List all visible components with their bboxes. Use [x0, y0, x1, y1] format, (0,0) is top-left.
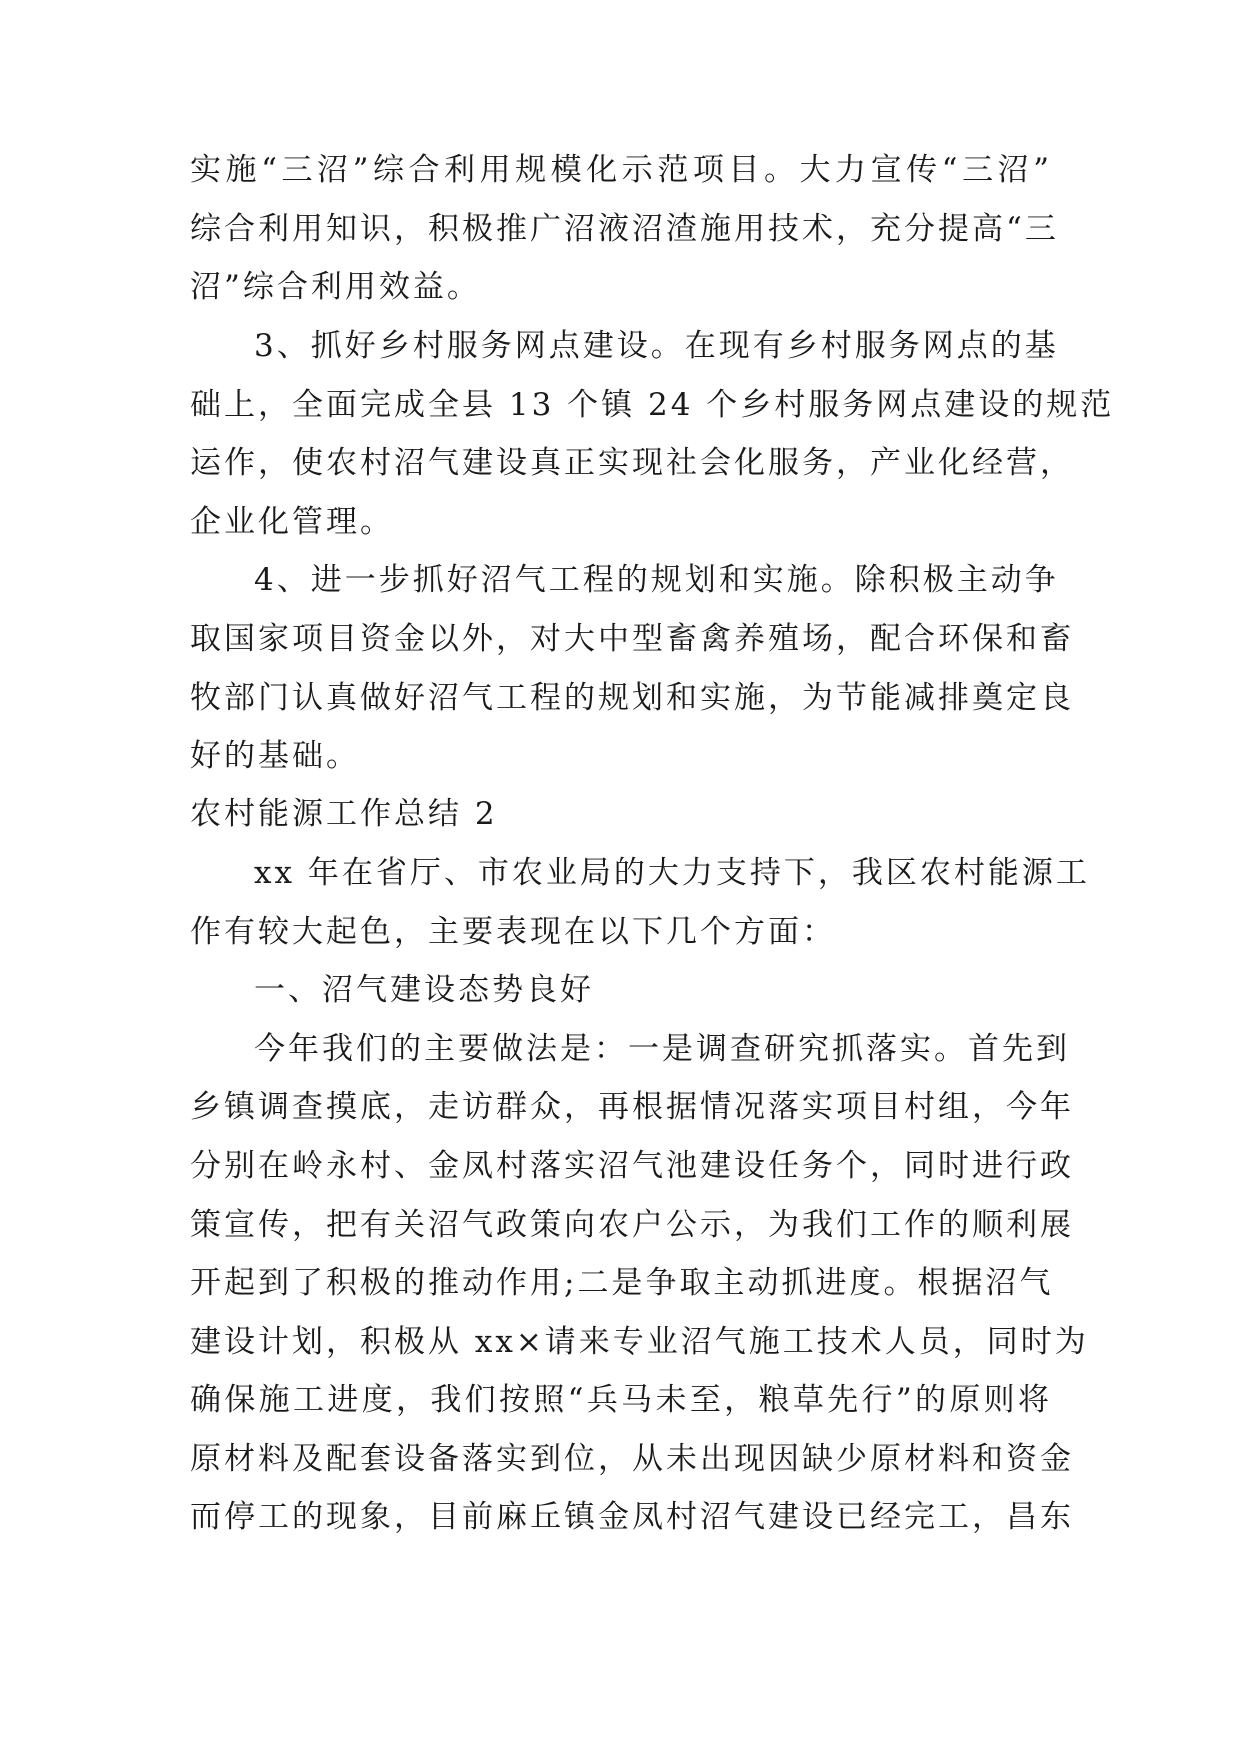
- body-text-line: 综合利用知识，积极推广沼液沼渣施用技术，充分提高“三: [190, 211, 1059, 247]
- body-text-line: 确保施工进度，我们按照“兵马未至，粮草先行”的原则将: [190, 1382, 1052, 1418]
- body-text-line: 企业化管理。: [190, 504, 394, 540]
- body-text-line: 今年我们的主要做法是：一是调查研究抓落实。首先到: [254, 1031, 1070, 1067]
- body-text-line: 牧部门认真做好沼气工程的规划和实施，为节能减排奠定良: [190, 680, 1074, 716]
- body-text-line: 开起到了积极的推动作用;二是争取主动抓进度。根据沼气: [190, 1265, 1054, 1301]
- body-text-line: 好的基础。: [190, 738, 360, 774]
- body-text-line: 沼”综合利用效益。: [190, 269, 481, 305]
- body-text-line: 运作，使农村沼气建设真正实现社会化服务，产业化经营，: [190, 445, 1074, 481]
- section-heading: 一、沼气建设态势良好: [254, 972, 594, 1008]
- body-text-line: xx 年在省厅、市农业局的大力支持下，我区农村能源工: [254, 855, 1090, 891]
- body-text-line: 乡镇调查摸底，走访群众，再根据情况落实项目村组，今年: [190, 1089, 1074, 1125]
- body-text-line: 实施“三沼”综合利用规模化示范项目。大力宣传“三沼”: [190, 152, 1052, 188]
- body-text-line: 分别在岭永村、金凤村落实沼气池建设任务个，同时进行政: [190, 1148, 1074, 1184]
- body-text-line: 作有较大起色，主要表现在以下几个方面：: [190, 914, 836, 950]
- body-text-line: 础上，全面完成全县 13 个镇 24 个乡村服务网点建设的规范: [190, 387, 1115, 423]
- body-text-line: 4、进一步抓好沼气工程的规划和实施。除积极主动争: [254, 562, 1059, 598]
- body-text-line: 3、抓好乡村服务网点建设。在现有乡村服务网点的基: [254, 328, 1059, 364]
- body-text-line: 建设计划，积极从 xx×请来专业沼气施工技术人员，同时为: [190, 1324, 1089, 1360]
- body-text-line: 原材料及配套设备落实到位，从未出现因缺少原材料和资金: [190, 1441, 1074, 1477]
- body-text-line: 策宣传，把有关沼气政策向农户公示，为我们工作的顺利展: [190, 1207, 1074, 1243]
- section-title: 农村能源工作总结 2: [190, 796, 498, 832]
- body-text-line: 而停工的现象，目前麻丘镇金凤村沼气建设已经完工，昌东: [190, 1499, 1074, 1535]
- body-text-line: 取国家项目资金以外，对大中型畜禽养殖场，配合环保和畜: [190, 621, 1074, 657]
